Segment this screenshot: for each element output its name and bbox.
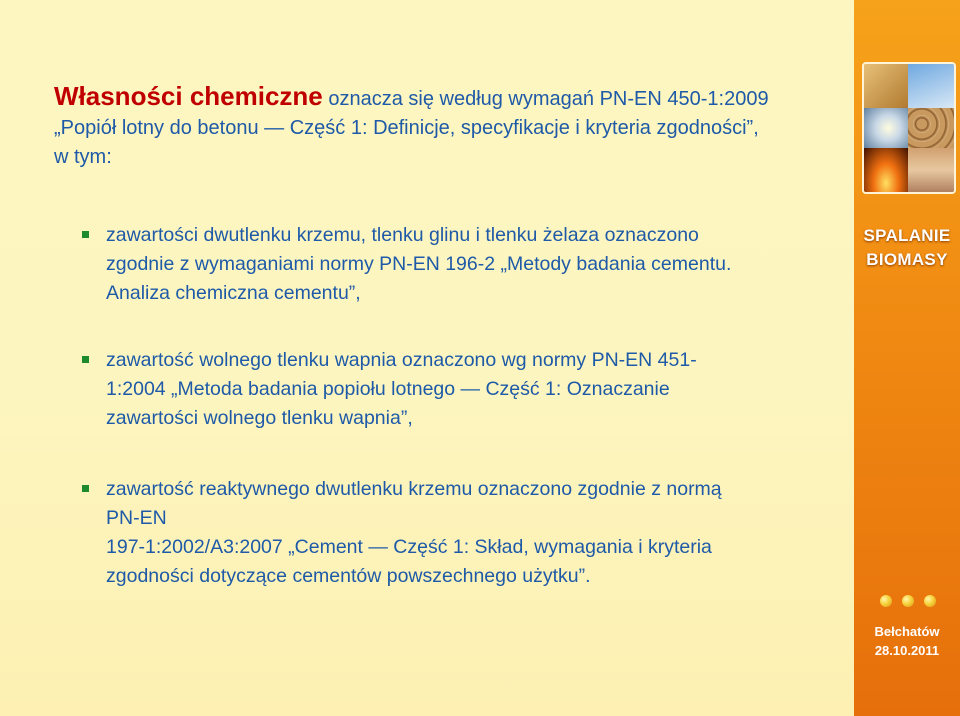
bullet-line: 197-1:2002/A3:2007 „Cement — Część 1: Skład, wymagania i kryteria	[106, 536, 712, 558]
light-bulb-photo	[864, 108, 908, 148]
bullet-line: 1:2004 „Metoda badania popiołu lotnego — Część 1: Oznaczanie	[106, 378, 670, 400]
event-city: Bełchatów	[874, 624, 940, 639]
bullet-square-icon	[82, 356, 89, 363]
dot-icon	[880, 595, 892, 607]
bullet-line: zawartość reaktywnego dwutlenku krzemu oznaczono zgodnie z normą	[106, 478, 722, 500]
wheat-photo	[864, 64, 908, 108]
bullet-item-1	[106, 221, 806, 308]
bullet-item-2	[106, 346, 806, 433]
heading-line-3: w tym:	[54, 146, 112, 168]
event-info	[854, 622, 960, 660]
fire-photo	[864, 148, 908, 192]
bullet-line: zawartość wolnego tlenku wapnia oznaczono wg normy PN-EN 451-	[106, 349, 697, 371]
brand-line-2: BIOMASY	[866, 250, 948, 269]
decorative-dots	[880, 595, 940, 609]
bullet-line: PN-EN	[106, 507, 167, 529]
event-date: 28.10.2011	[874, 643, 940, 658]
brand-line-1: SPALANIE	[863, 226, 951, 245]
bullet-square-icon	[82, 485, 89, 492]
dot-icon	[924, 595, 936, 607]
bullet-item-3	[106, 475, 806, 591]
bullet-line: zgodności dotyczące cementów powszechnego użytku”.	[106, 565, 591, 587]
dot-icon	[902, 595, 914, 607]
slide-title: Własności chemiczne	[54, 81, 323, 111]
brand-title	[854, 224, 960, 272]
bullet-line: Analiza chemiczna cementu”,	[106, 282, 361, 304]
bullet-square-icon	[82, 231, 89, 238]
bullet-line: zawartości dwutlenku krzemu, tlenku glinu i tlenku żelaza oznaczono	[106, 224, 699, 246]
bullet-line: zgodnie z wymaganiami normy PN-EN 196-2 „Metody badania cementu.	[106, 253, 732, 275]
wood-logs-photo	[908, 108, 954, 148]
photo-collage	[862, 62, 956, 194]
heading-block	[54, 82, 844, 172]
heading-intro: oznacza się według wymagań PN-EN 450-1:2009	[328, 88, 769, 110]
bullet-line: zawartości wolnego tlenku wapnia”,	[106, 407, 413, 429]
power-plant-photo	[908, 148, 954, 192]
sky-photo	[908, 64, 954, 108]
heading-line-2: „Popiół lotny do betonu — Część 1: Definicje, specyfikacje i kryteria zgodności”,	[54, 117, 759, 139]
